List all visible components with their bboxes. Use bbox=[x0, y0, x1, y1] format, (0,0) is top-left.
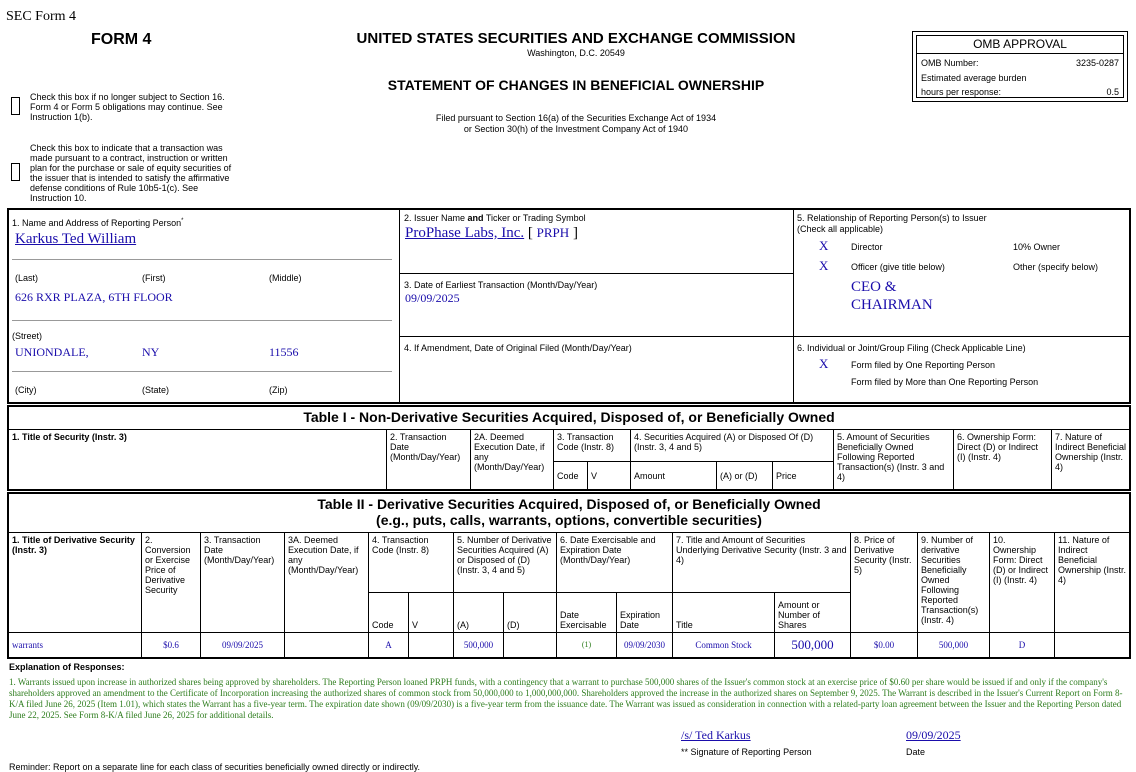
divider bbox=[399, 273, 793, 274]
zip-label: (Zip) bbox=[269, 385, 288, 395]
t2-row-acquired: 500,000 bbox=[454, 633, 504, 658]
officer-check-mark: X bbox=[819, 258, 829, 273]
box3-label: 3. Date of Earliest Transaction (Month/Day/Year) bbox=[404, 280, 598, 290]
t2-col-number: 5. Number of Derivative Securities Acquired (A) or Disposed of (D) (Instr. 3, 4 and 5) bbox=[454, 533, 557, 593]
t2-sub-code: Code bbox=[369, 593, 409, 633]
t2-row-underlying-amount: 500,000 bbox=[775, 633, 851, 658]
director-label: Director bbox=[851, 242, 883, 252]
t2-row-code: A bbox=[369, 633, 409, 658]
table2-title bbox=[7, 496, 1131, 528]
earliest-transaction-date: 09/09/2025 bbox=[405, 291, 460, 305]
t2-col-owned: 9. Number of derivative Securities Beneficially Owned Following Reported Transaction(s) (Instr. 4) bbox=[918, 533, 990, 633]
t2-row-ownership-form: D bbox=[990, 633, 1055, 658]
omb-burden-label: Estimated average burden bbox=[921, 73, 1027, 83]
other-label: Other (specify below) bbox=[1013, 262, 1099, 272]
t2-col-code: 4. Transaction Code (Instr. 8) bbox=[369, 533, 454, 593]
t1-col-title: 1. Title of Security (Instr. 3) bbox=[9, 430, 387, 490]
t2-sub-title: Title bbox=[673, 593, 775, 633]
table2-title-line-2: (e.g., puts, calls, warrants, options, convertible securities) bbox=[376, 512, 762, 528]
table1 bbox=[8, 429, 1131, 490]
explanation-heading: Explanation of Responses: bbox=[9, 662, 125, 672]
last-label: (Last) bbox=[15, 273, 39, 283]
sec-form-label: SEC Form 4 bbox=[6, 9, 77, 24]
signature-date: 09/09/2025 bbox=[906, 728, 961, 742]
street-value: 626 RXR PLAZA, 6TH FLOOR bbox=[15, 290, 173, 304]
t1-col-deemed-date: 2A. Deemed Execution Date, if any (Month/Day/Year) bbox=[471, 430, 554, 490]
divider bbox=[399, 208, 400, 404]
omb-number-value: 3235-0287 bbox=[1075, 58, 1119, 68]
t1-col-amount-owned: 5. Amount of Securities Beneficially Owned Following Reported Transaction(s) (Instr. 3 and 4) bbox=[834, 430, 954, 490]
t2-row-v bbox=[409, 633, 454, 658]
table-row bbox=[9, 633, 1131, 658]
t1-col-ownership-form: 6. Ownership Form: Direct (D) or Indirect (I) (Instr. 4) bbox=[954, 430, 1052, 490]
rule10b5-checkbox[interactable] bbox=[11, 163, 20, 181]
table2 bbox=[8, 532, 1131, 658]
t2-sub-v: V bbox=[409, 593, 454, 633]
divider bbox=[12, 259, 392, 260]
t1-sub-a-or-d: (A) or (D) bbox=[717, 462, 773, 490]
agency-title: UNITED STATES SECURITIES AND EXCHANGE COMMISSION bbox=[356, 30, 796, 47]
section16-checkbox-label: Check this box if no longer subject to Section 16. Form 4 or Form 5 obligations may continue. See Instruction 1(b). bbox=[30, 92, 225, 122]
ticker-bracket-close: ] bbox=[572, 225, 578, 241]
t2-row-disposed bbox=[504, 633, 557, 658]
omb-hours-label: hours per response: bbox=[921, 87, 1002, 97]
box5-label: 5. Relationship of Reporting Person(s) to Issuer bbox=[797, 213, 987, 223]
t2-row-expiration: 09/09/2030 bbox=[617, 633, 673, 658]
form-title: FORM 4 bbox=[91, 31, 152, 48]
one-person-label: Form filed by One Reporting Person bbox=[851, 360, 996, 370]
t2-sub-amount: Amount or Number of Shares bbox=[775, 593, 851, 633]
omb-hours-value: 0.5 bbox=[1106, 87, 1119, 97]
rule10b5-checkbox-label: Check this box to indicate that a transaction was made pursuant to a contract, instruction or written plan for the purchase or sale of equity securities of the issuer that is intended to satisfy the affirmative defense conditions of Rule 10b5-1(c). See Instruction 10. bbox=[30, 143, 232, 203]
t2-col-transaction-date: 3. Transaction Date (Month/Day/Year) bbox=[201, 533, 285, 633]
t1-col-transaction-date: 2. Transaction Date (Month/Day/Year) bbox=[387, 430, 471, 490]
t2-row-deriv-price: $0.00 bbox=[851, 633, 918, 658]
t1-col-acquired: 4. Securities Acquired (A) or Disposed Of (D) (Instr. 3, 4 and 5) bbox=[631, 430, 834, 462]
t1-sub-price: Price bbox=[773, 462, 834, 490]
box2-label-and: and bbox=[467, 213, 484, 223]
divider bbox=[793, 208, 794, 404]
section16-checkbox[interactable] bbox=[11, 97, 20, 115]
state-value: NY bbox=[142, 345, 160, 359]
zip-value: 11556 bbox=[269, 345, 299, 359]
box1-asterisk: * bbox=[181, 218, 184, 224]
box6-label: 6. Individual or Joint/Group Filing (Check Applicable Line) bbox=[797, 343, 1026, 353]
omb-number-label: OMB Number: bbox=[921, 58, 979, 68]
officer-title-line-2: CHAIRMAN bbox=[851, 297, 933, 313]
filed-line-1: Filed pursuant to Section 16(a) of the Securities Exchange Act of 1934 bbox=[435, 113, 717, 123]
t1-col-code: 3. Transaction Code (Instr. 8) bbox=[554, 430, 631, 462]
t2-col-nature: 11. Nature of Indirect Beneficial Ownership (Instr. 4) bbox=[1055, 533, 1131, 633]
t2-sub-a: (A) bbox=[454, 593, 504, 633]
t2-col-underlying: 7. Title and Amount of Securities Underlying Derivative Security (Instr. 3 and 4) bbox=[673, 533, 851, 593]
street-label: (Street) bbox=[12, 331, 43, 341]
box4-label: 4. If Amendment, Date of Original Filed (Month/Day/Year) bbox=[404, 343, 632, 353]
city-value: UNIONDALE, bbox=[15, 345, 89, 359]
more-persons-label: Form filed by More than One Reporting Person bbox=[851, 377, 1039, 387]
reporting-person-name-link[interactable]: Karkus Ted William bbox=[15, 231, 137, 247]
issuer-name-link[interactable]: ProPhase Labs, Inc. bbox=[405, 225, 525, 241]
t1-sub-code: Code bbox=[554, 462, 588, 490]
t2-col-ownership-form: 10. Ownership Form: Direct (D) or Indirect (I) (Instr. 4) bbox=[990, 533, 1055, 633]
filed-pursuant bbox=[376, 113, 776, 135]
box1-label-text: 1. Name and Address of Reporting Person bbox=[12, 218, 182, 228]
officer-label: Officer (give title below) bbox=[851, 262, 945, 272]
signature-date-label: Date bbox=[906, 747, 926, 757]
t2-col-deemed-date: 3A. Deemed Execution Date, if any (Month/Day/Year) bbox=[285, 533, 369, 633]
t2-row-exercisable-footnote[interactable]: (1) bbox=[557, 633, 617, 658]
t1-col-nature: 7. Nature of Indirect Beneficial Ownership (Instr. 4) bbox=[1052, 430, 1131, 490]
t2-sub-date-exercisable: Date Exercisable bbox=[557, 593, 617, 633]
t2-col-exercisable: 6. Date Exercisable and Expiration Date (Month/Day/Year) bbox=[557, 533, 673, 593]
t2-row-conversion-price: $0.6 bbox=[142, 633, 201, 658]
t2-row-owned: 500,000 bbox=[918, 633, 990, 658]
reminder-text: Reminder: Report on a separate line for each class of securities beneficially owned directly or indirectly. bbox=[9, 762, 421, 772]
t2-row-nature bbox=[1055, 633, 1131, 658]
ten-percent-owner-label: 10% Owner bbox=[1013, 242, 1061, 252]
explanation-text: 1. Warrants issued upon increase in authorized shares being approved by shareholders. The Reporting Person loaned PRPH funds, with a contingency that a warrant to purchase 500,000 shares of the Issuer's common stock at an exercise price of $0.60 per share would be issued if and only if the company's shareholders approved an amendment to the Certificate of Incorporation increasing the authorized shares of common stock from 50,000,000 to 1,000,000,000. Shareholders approved the increase in the authorized shares on September 9, 2025. The Warrant is described in the Issuer's Current Report on Form 8-K/A filed June 26, 2025 (Item 1.01), which states the Warrant has a five-year term. The expiration date shown (09/09/2030) is a five-year term from the issuance date. The Warrant was issued as consideration in connection with a related-party loan agreement between the Issuer and the Reporting Person dated June 22, 2025. See Form 8-K/A filed June 26, 2025 for additional details. bbox=[9, 677, 1123, 720]
signature-name: /s/ Ted Karkus bbox=[681, 728, 751, 742]
ticker-bracket-open: [ bbox=[527, 225, 533, 241]
divider bbox=[12, 371, 392, 372]
issuer-line bbox=[405, 225, 578, 242]
t2-col-title: 1. Title of Derivative Security (Instr. 3) bbox=[9, 533, 142, 633]
signature-label: ** Signature of Reporting Person bbox=[681, 747, 812, 757]
agency-location: Washington, D.C. 20549 bbox=[527, 48, 625, 58]
t1-sub-amount: Amount bbox=[631, 462, 717, 490]
box2-label-post: Ticker or Trading Symbol bbox=[483, 213, 586, 223]
t2-row-title: warrants bbox=[9, 633, 142, 658]
t2-col-conversion-price: 2. Conversion or Exercise Price of Derivative Security bbox=[142, 533, 201, 633]
t1-sub-v: V bbox=[588, 462, 631, 490]
one-person-check-mark: X bbox=[819, 356, 829, 371]
ticker-symbol: PRPH bbox=[536, 225, 570, 240]
t2-row-deemed-date bbox=[285, 633, 369, 658]
omb-approval-box bbox=[912, 31, 1128, 102]
box2-label-pre: 2. Issuer Name bbox=[404, 213, 468, 223]
t2-sub-expiration: Expiration Date bbox=[617, 593, 673, 633]
box1-label bbox=[12, 216, 183, 228]
table2-title-line-1: Table II - Derivative Securities Acquired, Disposed of, or Beneficially Owned bbox=[317, 496, 821, 512]
omb-title: OMB APPROVAL bbox=[917, 36, 1123, 54]
t2-sub-d: (D) bbox=[504, 593, 557, 633]
statement-title: STATEMENT OF CHANGES IN BENEFICIAL OWNERSHIP bbox=[387, 77, 765, 93]
t2-row-underlying-title: Common Stock bbox=[673, 633, 775, 658]
officer-title bbox=[851, 278, 933, 314]
divider bbox=[399, 336, 794, 337]
state-label: (State) bbox=[142, 385, 170, 395]
t2-col-deriv-price: 8. Price of Derivative Security (Instr. 5) bbox=[851, 533, 918, 633]
table1-title: Table I - Non-Derivative Securities Acquired, Disposed of, or Beneficially Owned bbox=[303, 409, 835, 425]
city-label: (City) bbox=[15, 385, 37, 395]
divider bbox=[793, 336, 1131, 337]
divider bbox=[12, 320, 392, 321]
t2-row-transaction-date: 09/09/2025 bbox=[201, 633, 285, 658]
box5-sub: (Check all applicable) bbox=[797, 224, 884, 234]
filed-line-2: or Section 30(h) of the Investment Company Act of 1940 bbox=[463, 124, 689, 134]
director-check-mark: X bbox=[819, 238, 829, 253]
middle-label: (Middle) bbox=[269, 273, 302, 283]
officer-title-line-1: CEO & bbox=[851, 279, 897, 295]
first-label: (First) bbox=[142, 273, 166, 283]
box2-label bbox=[404, 213, 586, 223]
